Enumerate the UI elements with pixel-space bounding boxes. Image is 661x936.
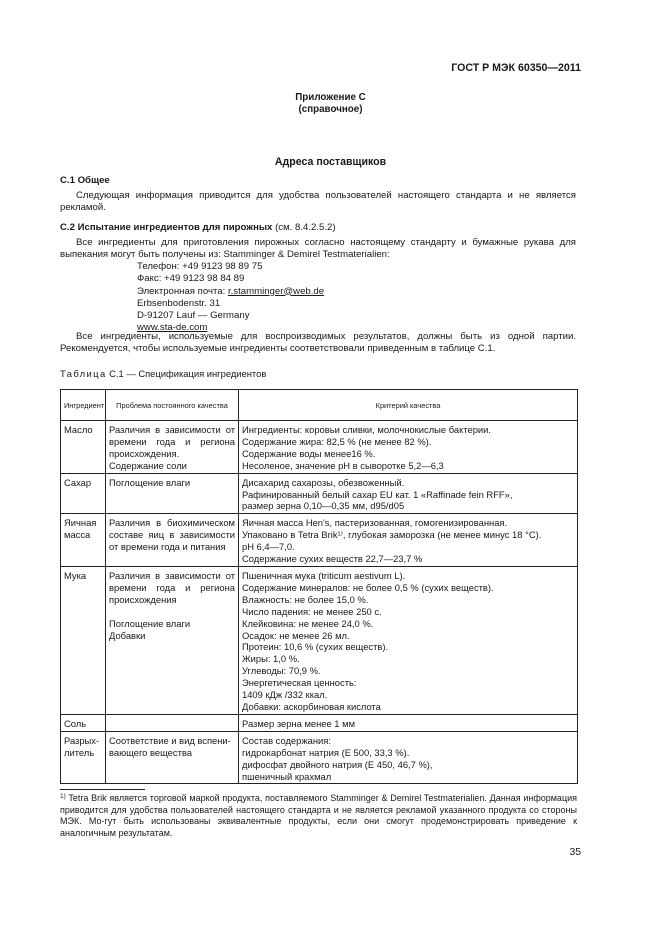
cell-line: Масло (64, 424, 93, 435)
header-problem: Проблема постоянного качества (106, 390, 239, 421)
cell-ingredient (61, 473, 106, 514)
table-row (61, 514, 578, 567)
cell-line: Различия в зависимости от времени года и региона происхождения. (109, 424, 235, 459)
cell-criteria (239, 731, 578, 784)
cell-problem (106, 566, 239, 714)
address-email-link[interactable]: r.stamminger@web.de (227, 285, 325, 297)
annex-title: Приложение С (295, 92, 366, 103)
cell-problem (106, 514, 239, 567)
cell-problem (106, 473, 239, 514)
cell-line: Протеин: 10,6 % (сухих веществ). (242, 641, 389, 653)
address-fax: Факс: +49 9123 98 84 89 (137, 273, 245, 285)
cell-line: Соль (64, 717, 87, 729)
cell-line: Клейковина: не менее 24,0 %. (242, 617, 374, 629)
cell-line: Яичная (64, 517, 97, 529)
cell-criteria (239, 566, 578, 714)
cell-line: Добавки (109, 629, 146, 641)
cell-line: литель (64, 746, 95, 758)
cell-criteria (239, 514, 578, 567)
table-row (61, 566, 578, 714)
table-row (61, 714, 578, 731)
c2-heading (60, 222, 576, 234)
header-criteria: Критерий качества (239, 390, 578, 421)
supplier-address (137, 261, 537, 335)
address-website-link[interactable]: www.sta-de.com (137, 322, 208, 334)
footnote-mark: 1) (60, 793, 66, 800)
cell-line: Различия в биохимическом составе яиц в зависимости от времени года и питания (109, 517, 235, 553)
cell-ingredient (61, 731, 106, 784)
cell-line: дифосфат двойного натрия (Е 450, 46,7 %), (242, 758, 433, 770)
header-ingredient: Ингредиент (61, 390, 106, 421)
cell-line: Содержание сухих веществ 22,7—23,7 % (242, 553, 423, 565)
cell-line: Яичная масса Hen's, пастеризованная, гомогенизированная. (242, 517, 508, 529)
footnote (60, 793, 577, 839)
footnote-text: Tetra Brik является торговой маркой продукта, поставляемого Stamminger & Demirel Testmaterialien. Данная информация приводится для удобства пользователей настоящего стандарта и не является рекламой указанного продукта со стороны МЭК. Мо-гут быть использованы эквивалентные продукты, если они смогут продемонстрировать приведение к аналогичным результатам. (60, 793, 577, 838)
table-row (61, 421, 578, 474)
cell-ingredient (61, 421, 106, 474)
cell-line: Содержание воды менее16 %. (242, 447, 376, 459)
cell-line (109, 718, 235, 730)
c1-paragraph: Следующая информация приводится для удобства пользователей настоящего стандарта и не является рекламой. (60, 190, 576, 214)
cell-line: Соответствие и вид вспени- (109, 734, 231, 746)
c2-heading-title: С.2 Испытание ингредиентов для пирожных (60, 222, 273, 233)
ingredients-table (60, 389, 578, 784)
cell-criteria (239, 421, 578, 474)
cell-ingredient (61, 714, 106, 731)
page-number: 35 (569, 847, 581, 858)
cell-line: размер зерна 0,10—0,35 мм, d95/d05 (242, 500, 405, 512)
table-caption-word: Таблица (60, 368, 107, 379)
cell-line: Размер зерна менее 1 мм (242, 717, 356, 729)
document-code: ГОСТ Р МЭК 60350—2011 (451, 62, 581, 74)
table-row (61, 473, 578, 514)
cell-problem (106, 714, 239, 731)
cell-line: Содержание соли (109, 459, 187, 471)
cell-line: Поглощение влаги (109, 617, 191, 629)
address-city: D-91207 Lauf — Germany (137, 310, 250, 322)
cell-line: Рафинированный белый сахар EU кат. 1 «Raffinade fein RFF», (242, 488, 513, 500)
cell-line: Мука (64, 569, 87, 581)
cell-line: Жиры: 1,0 %. (242, 653, 300, 665)
c2-note: Все ингредиенты, используемые для воспроизводимых результатов, должны быть из одной партии. Рекомендуется, чтобы используемые ингредиенты соответствовали приведенным в таблице С.1. (60, 331, 576, 355)
address-email-label: Электронная почта: (137, 285, 228, 297)
cell-line: пшеничный крахмал (242, 770, 332, 782)
cell-line: Состав содержания: (242, 734, 331, 746)
address-phone: Телефон: +49 9123 98 89 75 (137, 261, 263, 272)
cell-ingredient (61, 514, 106, 567)
cell-line: Разрых- (64, 734, 100, 746)
cell-line: гидрокарбонат натрия (Е 500, 33,3 %). (242, 746, 410, 758)
cell-line: pH 6,4—7,0. (242, 541, 295, 553)
section-title: Адреса поставщиков (274, 156, 387, 168)
cell-line: Ингредиенты: коровьи сливки, молочнокислые бактерии. (242, 424, 492, 435)
cell-line: Упаковано в Tetra Brik¹⁾, глубокая заморозка (не менее минус 18 °С). (242, 529, 542, 541)
cell-line: Углеводы: 70,9 %. (242, 665, 321, 677)
cell-line: масса (64, 529, 91, 541)
cell-line: Поглощение влаги (109, 476, 191, 488)
cell-line: Различия в зависимости от времени года и региона происхождения (109, 569, 235, 605)
cell-problem (106, 421, 239, 474)
footnote-divider (60, 789, 145, 790)
cell-line: Добавки: аскорбиновая кислота (242, 700, 381, 712)
cell-problem (106, 731, 239, 784)
cell-line (109, 606, 235, 618)
table-caption (60, 368, 266, 380)
cell-line: Несоленое, значение pH в сыворотке 5,2—6,3 (242, 459, 444, 471)
cell-line: Пшеничная мука (triticum aestivum L). (242, 569, 406, 581)
cell-criteria (239, 714, 578, 731)
cell-line: 1409 кДж /332 ккал. (242, 689, 328, 701)
table-header-row (61, 390, 578, 421)
cell-ingredient (61, 566, 106, 714)
table-caption-title: С.1 — Спецификация ингредиентов (106, 368, 267, 379)
c2-paragraph: Все ингредиенты для приготовления пирожных согласно настоящему стандарту и бумажные рукава для выпекания могут быть получены из: Stamminger & Demirel Testmaterialien: (60, 237, 576, 261)
c1-heading: С.1 Общее (60, 175, 110, 186)
cell-line: Содержание минералов: не более 0,5 % (сухих веществ). (242, 581, 494, 593)
table-row (61, 731, 578, 784)
cell-line: Влажность: не более 15,0 %. (242, 593, 369, 605)
cell-criteria (239, 473, 578, 514)
cell-line: Дисахарид сахарозы, обезвоженный. (242, 476, 405, 488)
cell-line: Число падения: не менее 250 с. (242, 605, 382, 617)
c2-heading-ref: (см. 8.4.2.5.2) (272, 222, 336, 233)
cell-line: Содержание жира: 82,5 % (не менее 82 %). (242, 435, 432, 447)
cell-line: Энергетическая ценность: (242, 677, 357, 689)
annex-subtitle: (справочное) (298, 104, 363, 115)
cell-line: Осадок: не менее 26 мл. (242, 629, 350, 641)
address-street: Erbsenbodenstr. 31 (137, 297, 221, 309)
cell-line: Сахар (64, 476, 92, 488)
address-email-line (137, 286, 537, 298)
cell-line: вающего вещества (109, 746, 192, 758)
